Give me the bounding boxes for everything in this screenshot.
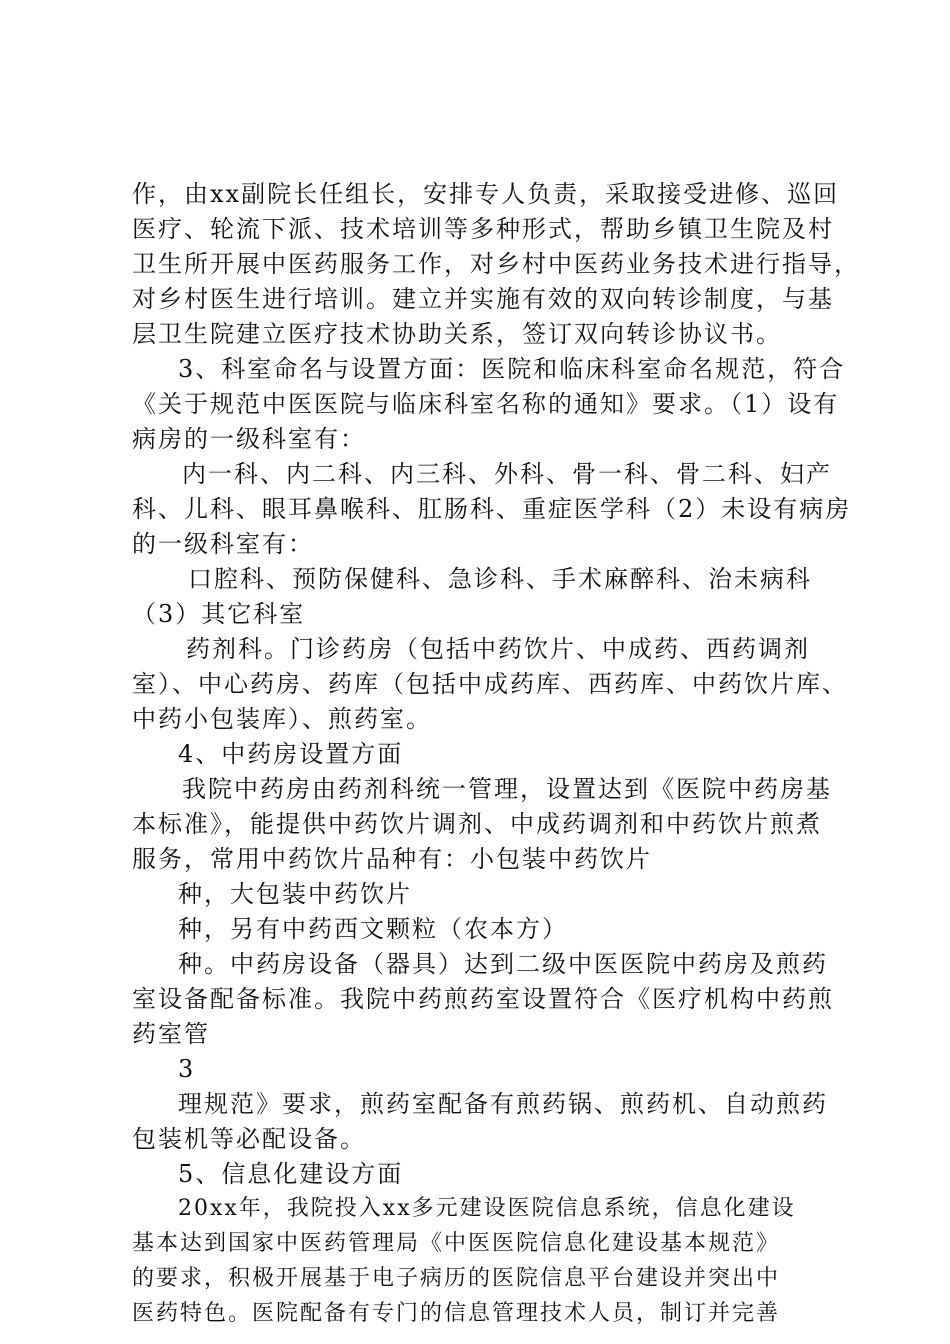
text-line: 科、儿科、眼耳鼻喉科、肛肠科、重症医学科（2）未设有病房 xyxy=(132,495,852,523)
text-line: 对乡村医生进行培训。建立并实施有效的双向转诊制度，与基 xyxy=(132,285,834,313)
text-line: 本标准》，能提供中药饮片调剂、中成药调剂和中药饮片煎煮 xyxy=(132,810,822,838)
text-line: 种。中药房设备（器具）达到二级中医医院中药房及煎药 xyxy=(178,950,828,978)
text-line: 基本达到国家中医药管理局《中医医院信息化建设基本规范》 xyxy=(132,1231,781,1256)
text-line: 层卫生院建立医疗技术协助关系，签订双向转诊协议书。 xyxy=(132,320,782,348)
text-line: 理规范》要求，煎药室配备有煎药锅、煎药机、自动煎药 xyxy=(178,1090,828,1118)
text-line: 种，大包装中药饮片 xyxy=(178,880,412,908)
text-line: 内一科、内二科、内三科、外科、骨一科、骨二科、妇产 xyxy=(182,460,832,488)
text-line: 卫生所开展中医药服务工作，对乡村中医药业务技术进行指导， xyxy=(132,250,860,278)
text-line: 药剂科。门诊药房（包括中药饮片、中成药、西药调剂 xyxy=(186,635,810,663)
page-number-inline: 3 xyxy=(178,1055,196,1083)
text-line: 种，另有中药西文颗粒（农本方） xyxy=(178,915,568,943)
text-line: 作，由xx副院长任组长，安排专人负责，采取接受进修、巡回 xyxy=(132,180,840,208)
text-line: 包装机等必配设备。 xyxy=(132,1125,366,1153)
text-line: 20xx年，我院投入xx多元建设医院信息系统，信息化建设 xyxy=(178,1196,796,1221)
text-line: 病房的一级科室有： xyxy=(132,425,366,453)
text-line: 医药特色。医院配备有专门的信息管理技术人员，制订并完善 xyxy=(132,1301,781,1326)
text-line: 室设备配备标准。我院中药煎药室设置符合《医疗机构中药煎 xyxy=(132,985,834,1013)
text-line: 我院中药房由药剂科统一管理，设置达到《医院中药房基 xyxy=(182,775,832,803)
text-line: （3）其它科室 xyxy=(132,600,306,628)
text-line: 口腔科、预防保健科、急诊科、手术麻醉科、治未病科 xyxy=(188,565,812,593)
text-line: 中药小包装库）、煎药室。 xyxy=(132,705,432,733)
text-line: 的要求，积极开展基于电子病历的医院信息平台建设并突出中 xyxy=(132,1266,781,1291)
text-line: 服务，常用中药饮片品种有：小包装中药饮片 xyxy=(132,845,652,873)
text-line: 4、中药房设置方面 xyxy=(178,740,404,768)
text-line: 室）、中心药房、药库（包括中成药库、西药库、中药饮片库、 xyxy=(132,670,848,698)
text-line: 的一级科室有： xyxy=(132,530,314,558)
text-line: 《关于规范中医医院与临床科室名称的通知》要求。（1）设有 xyxy=(132,390,840,418)
text-line: 药室管 xyxy=(132,1020,210,1048)
text-line: 医疗、轮流下派、技术培训等多种形式，帮助乡镇卫生院及村 xyxy=(132,215,834,243)
text-line: 5、信息化建设方面 xyxy=(178,1160,404,1188)
text-line: 3、科室命名与设置方面：医院和临床科室命名规范，符合 xyxy=(178,355,846,383)
